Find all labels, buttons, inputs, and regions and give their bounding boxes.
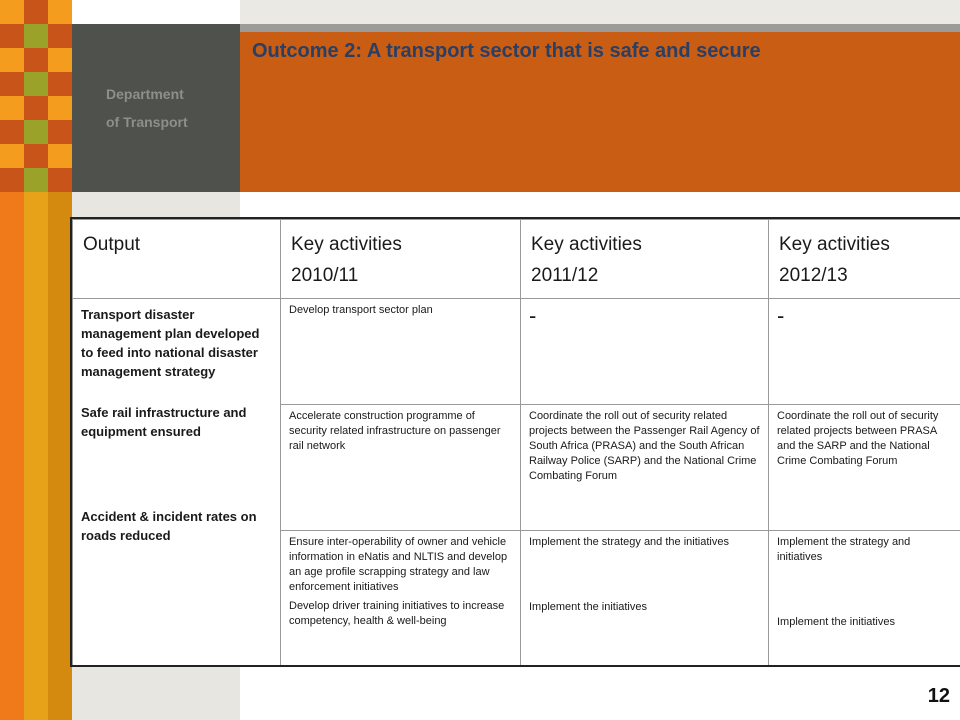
decor-square <box>24 72 48 96</box>
table-cell: Coordinate the roll out of security related projects between PRASA and the SARP and the National Crime Combating Forum <box>769 405 960 531</box>
cell-paragraph: Implement the strategy and the initiatives <box>529 536 729 548</box>
table-header-row <box>73 220 960 299</box>
header-cell-output <box>73 220 281 299</box>
cell-paragraph: Implement the strategy and initiatives <box>777 536 911 563</box>
table-cell: Develop transport sector plan <box>281 299 521 405</box>
header-label: Key activities <box>291 234 402 255</box>
output-item: Safe rail infrastructure and equipment ensured <box>81 405 247 439</box>
department-label-line2: of Transport <box>106 114 188 130</box>
page-number: 12 <box>927 685 950 707</box>
table-cell: - <box>769 299 960 405</box>
table-cell <box>769 531 960 666</box>
cell-paragraph: Develop driver training initiatives to increase competency, health & well-being <box>289 600 505 627</box>
header-label: Key activities <box>531 234 642 255</box>
header-year: 2012/13 <box>779 265 848 286</box>
header-label: Key activities <box>779 234 890 255</box>
decor-square <box>24 24 48 48</box>
activities-table <box>72 219 960 666</box>
decor-square <box>24 0 48 24</box>
decor-square <box>48 0 72 24</box>
decor-square <box>48 96 72 120</box>
decor-square <box>0 168 24 192</box>
header-year: 2011/12 <box>531 265 599 286</box>
decor-square <box>24 168 48 192</box>
header-cell-2010 <box>281 220 521 299</box>
header-cell-2012 <box>769 220 960 299</box>
table-cell <box>281 531 521 666</box>
decor-square <box>48 120 72 144</box>
decor-square <box>24 96 48 120</box>
output-item: Accident & incident rates on roads reduced <box>81 509 257 543</box>
output-item: Transport disaster management plan developed to feed into national disaster management strategy <box>81 307 260 379</box>
cell-paragraph: Implement the initiatives <box>529 601 647 613</box>
decor-square <box>0 96 24 120</box>
decor-square <box>0 48 24 72</box>
table-cell <box>521 531 769 666</box>
decor-square <box>0 72 24 96</box>
cell-paragraph: Implement the initiatives <box>777 616 895 628</box>
decor-square <box>24 144 48 168</box>
decor-square <box>48 48 72 72</box>
header-cell-2011 <box>521 220 769 299</box>
header-gray-line <box>240 24 960 32</box>
table-row <box>73 299 960 405</box>
table-cell: Coordinate the roll out of security related projects between the Passenger Rail Agency of South Africa (PRASA) and the South African Railway Police (SARP) and the National Crime Combating Forum <box>521 405 769 531</box>
decor-square <box>0 24 24 48</box>
header-label: Output <box>83 234 141 255</box>
header-dark-panel <box>72 24 240 192</box>
header-year: 2010/11 <box>291 265 359 286</box>
decor-square <box>0 120 24 144</box>
decor-square <box>0 144 24 168</box>
decor-square <box>24 120 48 144</box>
decor-square <box>48 144 72 168</box>
decor-square <box>48 72 72 96</box>
cell-paragraph: Ensure inter-operability of owner and vehicle information in eNatis and NLTIS and develop an age profile scrapping strategy and law enforcement initiatives <box>289 536 508 593</box>
decor-square <box>48 168 72 192</box>
table-cell: - <box>521 299 769 405</box>
output-cell <box>73 299 281 666</box>
decor-square <box>48 24 72 48</box>
table-cell: Accelerate construction programme of security related infrastructure on passenger rail network <box>281 405 521 531</box>
decor-square <box>0 0 24 24</box>
decor-square <box>24 48 48 72</box>
department-label: Department <box>106 86 184 102</box>
page-title: Outcome 2: A transport sector that is safe and secure <box>252 40 761 62</box>
